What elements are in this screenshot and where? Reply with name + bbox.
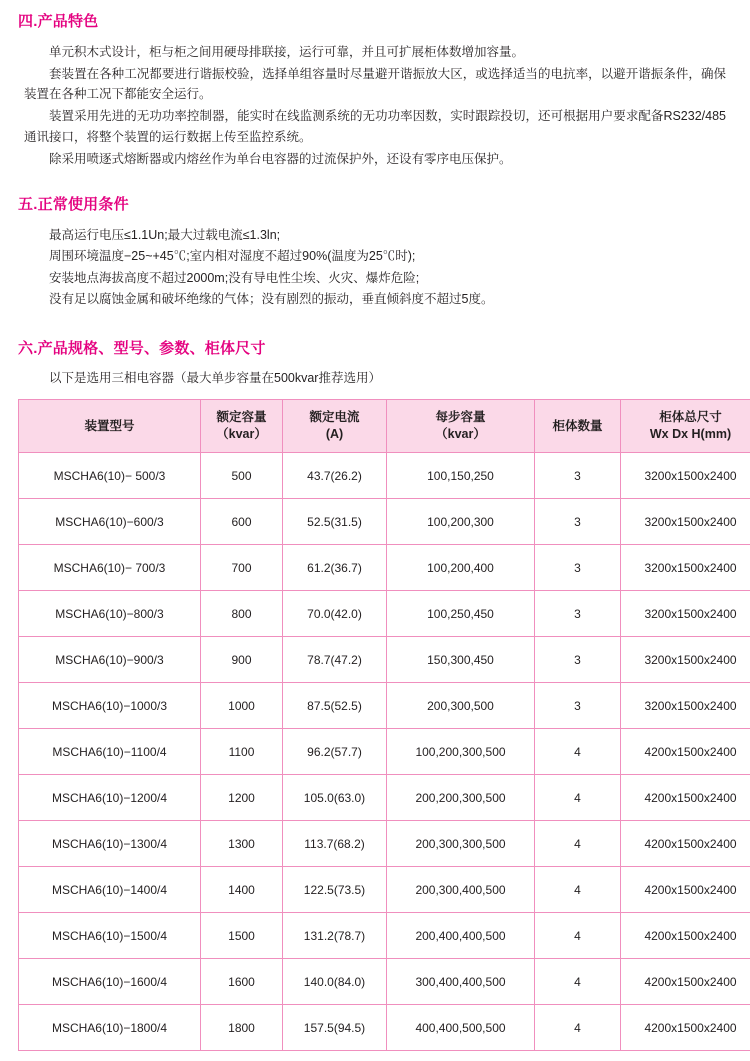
table-header-current	[283, 400, 387, 453]
table-row	[19, 683, 750, 729]
cell-capacity: 1600	[201, 959, 283, 1005]
cell-capacity: 900	[201, 637, 283, 683]
cell-current: 105.0(63.0)	[283, 775, 387, 821]
cell-step-capacity: 100,200,300	[387, 499, 535, 545]
header-line-2: (A)	[285, 426, 384, 443]
section-heading-specs: 六.产品规格、型号、参数、柜体尺寸	[18, 339, 732, 359]
header-line-1: 额定电流	[285, 409, 384, 426]
table-row	[19, 867, 750, 913]
cell-step-capacity: 100,200,400	[387, 545, 535, 591]
header-line-1: 每步容量	[389, 409, 532, 426]
cell-current: 131.2(78.7)	[283, 913, 387, 959]
table-header-step-capacity	[387, 400, 535, 453]
condition-item: 最高运行电压≤1.1Un;最大过载电流≤1.3ln;	[24, 225, 726, 247]
cell-step-capacity: 100,250,450	[387, 591, 535, 637]
table-row	[19, 729, 750, 775]
section-heading-features: 四.产品特色	[18, 12, 732, 32]
cell-step-capacity: 200,300,500	[387, 683, 535, 729]
cell-cabinet-count: 3	[535, 453, 621, 499]
cell-dimensions: 3200x1500x2400	[621, 499, 750, 545]
cell-model: MSCHA6(10)−1500/4	[19, 913, 201, 959]
table-row	[19, 775, 750, 821]
cell-model: MSCHA6(10)− 500/3	[19, 453, 201, 499]
cell-capacity: 1800	[201, 1005, 283, 1051]
cell-cabinet-count: 4	[535, 913, 621, 959]
cell-cabinet-count: 4	[535, 729, 621, 775]
cell-dimensions: 4200x1500x2400	[621, 1005, 750, 1051]
header-line-1: 额定容量	[203, 409, 280, 426]
header-line-2: （kvar）	[389, 426, 532, 443]
cell-current: 70.0(42.0)	[283, 591, 387, 637]
cell-capacity: 1400	[201, 867, 283, 913]
header-line-2: （kvar）	[203, 426, 280, 443]
cell-step-capacity: 100,150,250	[387, 453, 535, 499]
table-header-dimensions	[621, 400, 750, 453]
table-row	[19, 637, 750, 683]
cell-capacity: 600	[201, 499, 283, 545]
cell-cabinet-count: 4	[535, 1005, 621, 1051]
cell-dimensions: 3200x1500x2400	[621, 453, 750, 499]
cell-capacity: 700	[201, 545, 283, 591]
cell-step-capacity: 200,300,400,500	[387, 867, 535, 913]
cell-dimensions: 4200x1500x2400	[621, 729, 750, 775]
cell-current: 52.5(31.5)	[283, 499, 387, 545]
condition-item: 周围环境温度−25~+45℃;室内相对湿度不超过90%(温度为25℃时);	[24, 246, 726, 268]
table-header-capacity	[201, 400, 283, 453]
header-line-1: 柜体数量	[537, 418, 618, 435]
cell-cabinet-count: 3	[535, 499, 621, 545]
feature-paragraph: 除采用喷逐式熔断器或内熔丝作为单台电容器的过流保护外，还设有零序电压保护。	[18, 149, 732, 169]
cell-dimensions: 3200x1500x2400	[621, 683, 750, 729]
table-header-row	[19, 400, 750, 453]
cell-step-capacity: 300,400,400,500	[387, 959, 535, 1005]
cell-model: MSCHA6(10)− 700/3	[19, 545, 201, 591]
cell-cabinet-count: 4	[535, 821, 621, 867]
conditions-list	[18, 225, 732, 311]
cell-dimensions: 3200x1500x2400	[621, 591, 750, 637]
cell-dimensions: 4200x1500x2400	[621, 867, 750, 913]
table-row	[19, 453, 750, 499]
feature-paragraph: 套装置在各种工况都要进行谐振校验，选择单组容量时尽量避开谐振放大区，或选择适当的电抗率，以避开谐振条件，确保装置在各种工况下都能安全运行。	[18, 64, 732, 105]
cell-cabinet-count: 4	[535, 959, 621, 1005]
cell-cabinet-count: 4	[535, 775, 621, 821]
specifications-table	[18, 399, 750, 1051]
cell-dimensions: 3200x1500x2400	[621, 545, 750, 591]
cell-dimensions: 4200x1500x2400	[621, 821, 750, 867]
cell-step-capacity: 150,300,450	[387, 637, 535, 683]
cell-dimensions: 3200x1500x2400	[621, 637, 750, 683]
cell-current: 78.7(47.2)	[283, 637, 387, 683]
table-row	[19, 1005, 750, 1051]
cell-current: 87.5(52.5)	[283, 683, 387, 729]
table-row	[19, 821, 750, 867]
cell-current: 61.2(36.7)	[283, 545, 387, 591]
cell-model: MSCHA6(10)−1600/4	[19, 959, 201, 1005]
cell-model: MSCHA6(10)−600/3	[19, 499, 201, 545]
cell-capacity: 1300	[201, 821, 283, 867]
cell-dimensions: 4200x1500x2400	[621, 775, 750, 821]
section-heading-conditions: 五.正常使用条件	[18, 195, 732, 215]
cell-step-capacity: 100,200,300,500	[387, 729, 535, 775]
table-row	[19, 591, 750, 637]
table-row	[19, 499, 750, 545]
cell-capacity: 1200	[201, 775, 283, 821]
cell-current: 113.7(68.2)	[283, 821, 387, 867]
table-header-model	[19, 400, 201, 453]
cell-step-capacity: 200,200,300,500	[387, 775, 535, 821]
cell-model: MSCHA6(10)−800/3	[19, 591, 201, 637]
cell-capacity: 1100	[201, 729, 283, 775]
table-row	[19, 959, 750, 1005]
cell-current: 157.5(94.5)	[283, 1005, 387, 1051]
cell-step-capacity: 200,400,400,500	[387, 913, 535, 959]
cell-cabinet-count: 3	[535, 683, 621, 729]
cell-cabinet-count: 4	[535, 867, 621, 913]
cell-model: MSCHA6(10)−1400/4	[19, 867, 201, 913]
cell-model: MSCHA6(10)−1000/3	[19, 683, 201, 729]
cell-current: 96.2(57.7)	[283, 729, 387, 775]
cell-model: MSCHA6(10)−1100/4	[19, 729, 201, 775]
cell-cabinet-count: 3	[535, 591, 621, 637]
cell-model: MSCHA6(10)−1200/4	[19, 775, 201, 821]
table-body	[19, 453, 750, 1051]
cell-dimensions: 4200x1500x2400	[621, 959, 750, 1005]
cell-current: 140.0(84.0)	[283, 959, 387, 1005]
cell-capacity: 1000	[201, 683, 283, 729]
table-row	[19, 913, 750, 959]
condition-item: 安装地点海拔高度不超过2000m;没有导电性尘埃、火灾、爆炸危险;	[24, 268, 726, 290]
cell-dimensions: 4200x1500x2400	[621, 913, 750, 959]
cell-capacity: 500	[201, 453, 283, 499]
cell-model: MSCHA6(10)−900/3	[19, 637, 201, 683]
cell-capacity: 1500	[201, 913, 283, 959]
cell-step-capacity: 400,400,500,500	[387, 1005, 535, 1051]
feature-paragraph: 单元积木式设计，柜与柜之间用硬母排联接，运行可靠，并且可扩展柜体数增加容量。	[18, 42, 732, 62]
cell-model: MSCHA6(10)−1300/4	[19, 821, 201, 867]
header-line-1: 柜体总尺寸	[623, 409, 750, 426]
feature-paragraph: 装置采用先进的无功功率控制器，能实时在线监测系统的无功功率因数，实时跟踪投切，还可根据用户要求配备RS232/485通讯接口，将整个装置的运行数据上传至监控系统。	[18, 106, 732, 147]
table-header-cabinet-count	[535, 400, 621, 453]
cell-current: 43.7(26.2)	[283, 453, 387, 499]
cell-capacity: 800	[201, 591, 283, 637]
cell-current: 122.5(73.5)	[283, 867, 387, 913]
header-line-1: 装置型号	[21, 418, 198, 435]
condition-item: 没有足以腐蚀金属和破坏绝缘的气体；没有剧烈的振动，垂直倾斜度不超过5度。	[24, 289, 726, 311]
header-line-2: Wx Dx H(mm)	[623, 426, 750, 443]
cell-step-capacity: 200,300,300,500	[387, 821, 535, 867]
table-row	[19, 545, 750, 591]
cell-cabinet-count: 3	[535, 637, 621, 683]
specs-intro-text: 以下是选用三相电容器（最大单步容量在500kvar推荐选用）	[18, 368, 732, 389]
cell-cabinet-count: 3	[535, 545, 621, 591]
cell-model: MSCHA6(10)−1800/4	[19, 1005, 201, 1051]
